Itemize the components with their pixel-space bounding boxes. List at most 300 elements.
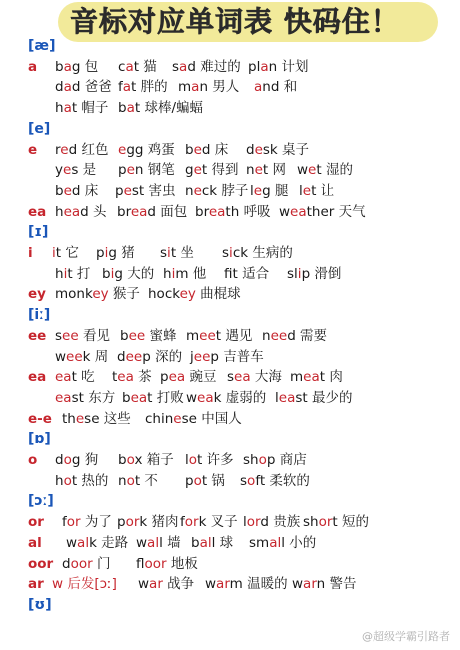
highlighted-letters: ar xyxy=(149,576,163,593)
word-row xyxy=(0,574,460,595)
word-entry xyxy=(117,512,179,533)
word-suffix-meaning: t 得到 xyxy=(201,162,239,179)
word-suffix-meaning: t 网 xyxy=(262,162,286,179)
word-prefix: f xyxy=(180,514,185,531)
word-entry xyxy=(172,57,241,78)
word-prefix: d xyxy=(55,79,64,96)
highlighted-letters: i xyxy=(63,265,68,282)
word-suffix-meaning: t 肉 xyxy=(319,369,343,386)
highlighted-letters: ea xyxy=(63,203,81,220)
word-suffix-meaning: l 墙 xyxy=(159,534,181,551)
phonetic-symbol: [iː] xyxy=(28,307,51,324)
highlighted-letters: ea xyxy=(117,369,134,386)
word-suffix-meaning: p 滑倒 xyxy=(301,265,342,282)
highlighted-letters: ea xyxy=(278,389,296,406)
highlighted-letters: ea xyxy=(208,203,226,220)
highlighted-letters: e xyxy=(60,141,69,158)
word-suffix-meaning: n 警告 xyxy=(316,576,357,593)
word-entry xyxy=(55,98,108,119)
word-entry xyxy=(117,202,187,223)
word-entry xyxy=(117,347,182,368)
highlighted-letters: e xyxy=(63,182,72,199)
word-entry xyxy=(120,326,177,347)
word-prefix: d xyxy=(117,348,126,365)
highlighted-letters: a xyxy=(122,79,132,96)
word-entry xyxy=(191,533,233,554)
word-entry xyxy=(224,264,269,285)
word-suffix-meaning: t 坐 xyxy=(170,245,194,261)
word-suffix-meaning: n 钢笔 xyxy=(134,162,175,179)
word-suffix-meaning: g 猪 xyxy=(108,245,135,261)
highlighted-letters: w 后发[ɔː] xyxy=(52,576,117,593)
word-prefix: b xyxy=(118,100,127,117)
highlighted-letters: e xyxy=(253,182,263,199)
highlighted-letters: a xyxy=(63,58,72,75)
word-entry xyxy=(66,533,128,554)
highlighted-letters: e xyxy=(123,182,132,199)
spelling-pattern: ey xyxy=(28,286,46,303)
word-suffix-meaning: p 商店 xyxy=(266,452,307,468)
phonetic-heading xyxy=(0,595,460,616)
word-suffix-meaning: d 床 xyxy=(201,141,229,158)
word-prefix: sm xyxy=(249,534,270,551)
word-entry xyxy=(205,574,288,595)
highlighted-letters: ey xyxy=(179,286,196,303)
word-suffix-meaning: t 打败 xyxy=(147,389,184,406)
highlighted-letters: ea xyxy=(290,203,307,220)
highlighted-letters: i xyxy=(52,245,56,261)
word-suffix-meaning: p 吉普车 xyxy=(210,348,264,365)
word-entry xyxy=(55,202,107,223)
spelling-pattern: ea xyxy=(28,369,47,386)
word-entry xyxy=(240,471,310,492)
phonetic-heading xyxy=(0,429,460,450)
word-entry xyxy=(55,77,112,98)
word-row xyxy=(0,388,460,409)
word-row xyxy=(0,450,460,471)
word-prefix: f xyxy=(62,514,67,531)
word-suffix-meaning: 猴子 xyxy=(108,286,140,303)
spelling-pattern: e xyxy=(28,141,38,158)
word-suffix-meaning: k 猪肉 xyxy=(139,514,179,531)
word-entry xyxy=(118,57,157,78)
highlighted-letters: e xyxy=(118,141,127,158)
highlighted-letters: o xyxy=(247,472,256,489)
phonetic-symbol: [ɔː] xyxy=(28,493,54,510)
word-suffix-meaning: t 它 xyxy=(55,245,79,261)
word-entry xyxy=(243,512,300,533)
word-prefix: th xyxy=(62,410,76,427)
word-prefix: w xyxy=(136,534,148,551)
word-prefix: sh xyxy=(303,514,319,531)
word-entry xyxy=(275,388,352,409)
highlighted-letters: ee xyxy=(199,327,216,344)
highlighted-letters: e xyxy=(254,141,263,158)
word-suffix-meaning: n 男人 xyxy=(199,79,240,96)
highlighted-letters: a xyxy=(260,58,269,75)
word-entry xyxy=(185,160,238,181)
word-row xyxy=(0,512,460,533)
word-suffix-meaning: nd 和 xyxy=(262,79,298,96)
word-prefix: b xyxy=(185,141,194,158)
word-entry xyxy=(52,243,79,264)
word-prefix: sl xyxy=(287,265,298,282)
word-entry xyxy=(222,243,293,264)
word-entry xyxy=(186,326,252,347)
word-suffix-meaning: d 贵族 xyxy=(260,514,301,531)
word-prefix: b xyxy=(120,327,129,344)
word-entry xyxy=(290,367,343,388)
word-prefix: br xyxy=(195,203,209,220)
word-prefix: br xyxy=(117,203,131,220)
word-prefix: t xyxy=(112,369,118,386)
word-prefix: w xyxy=(138,576,150,593)
word-prefix: s xyxy=(227,369,235,386)
word-entry xyxy=(55,284,140,305)
word-suffix-meaning: m 他 xyxy=(175,265,207,282)
word-suffix-meaning: l 球 xyxy=(211,534,234,551)
highlighted-letters: ea xyxy=(130,203,148,220)
word-prefix: w xyxy=(297,162,309,179)
word-suffix-meaning: p 深的 xyxy=(142,348,183,365)
word-suffix-meaning: t 胖的 xyxy=(131,79,168,96)
word-prefix: m xyxy=(290,369,304,386)
highlighted-letters: ea xyxy=(55,389,72,406)
highlighted-letters: i xyxy=(171,265,176,282)
word-entry xyxy=(55,471,108,492)
word-entry xyxy=(55,57,98,78)
spelling-pattern: ar xyxy=(28,576,44,593)
highlighted-letters: ea xyxy=(168,369,186,386)
word-suffix-meaning: k 叉子 xyxy=(198,514,238,531)
highlighted-letters: ea xyxy=(130,389,148,406)
word-entry xyxy=(180,512,238,533)
word-entry xyxy=(55,181,98,202)
word-row xyxy=(0,202,460,223)
word-suffix-meaning: t 短的 xyxy=(332,514,369,531)
word-prefix: p xyxy=(96,245,105,261)
word-row xyxy=(0,77,460,98)
word-prefix: l xyxy=(275,389,279,406)
word-entry xyxy=(55,140,108,161)
word-suffix-meaning: g 大的 xyxy=(114,265,155,282)
highlighted-letters: or xyxy=(66,514,81,531)
spelling-pattern: oor xyxy=(28,555,54,572)
word-suffix-meaning: 为了 xyxy=(80,514,112,531)
word-suffix-meaning: se 这些 xyxy=(84,410,131,427)
highlighted-letters: ea xyxy=(303,369,320,386)
highlighted-letters: i xyxy=(110,265,115,282)
phonetic-heading xyxy=(0,36,460,57)
word-prefix: n xyxy=(185,182,194,199)
word-prefix: h xyxy=(163,265,172,282)
word-row xyxy=(0,554,460,575)
spelling-pattern: e-e xyxy=(28,410,52,427)
highlighted-letters: al xyxy=(199,534,212,551)
highlighted-letters: ar xyxy=(303,576,317,593)
word-prefix: r xyxy=(55,141,61,158)
word-prefix: f xyxy=(118,79,123,96)
word-prefix: j xyxy=(190,348,194,365)
word-suffix-meaning: st 最少的 xyxy=(295,389,353,406)
word-prefix: fl xyxy=(136,555,145,572)
word-suffix-meaning: g 包 xyxy=(71,58,99,75)
word-entry xyxy=(52,574,117,595)
highlighted-letters: e xyxy=(254,162,263,179)
word-row xyxy=(0,284,460,305)
word-entry xyxy=(262,326,327,347)
word-prefix: d xyxy=(55,452,64,468)
phonetic-symbol: [ʊ] xyxy=(28,596,52,613)
word-entry xyxy=(246,160,286,181)
word-prefix: d xyxy=(246,141,255,158)
word-entry xyxy=(118,140,175,161)
word-suffix-meaning: 大海 xyxy=(250,369,282,386)
word-prefix: n xyxy=(262,327,271,344)
word-suffix-meaning: d 头 xyxy=(80,203,107,220)
highlighted-letters: ea xyxy=(197,389,214,406)
word-prefix: h xyxy=(55,203,64,220)
word-prefix: y xyxy=(55,162,63,179)
word-prefix: s xyxy=(222,245,230,261)
phonetic-symbol: [ɒ] xyxy=(28,431,51,448)
word-prefix: s xyxy=(172,58,180,75)
word-row xyxy=(0,181,460,202)
highlighted-letters: o xyxy=(63,472,72,489)
word-entry xyxy=(178,77,239,98)
word-suffix-meaning: t 许多 xyxy=(197,452,234,468)
highlighted-letters: a xyxy=(126,100,135,117)
highlighted-letters: ee xyxy=(270,327,288,344)
word-entry xyxy=(118,160,175,181)
word-entry xyxy=(227,367,282,388)
word-suffix-meaning: ft 柔软的 xyxy=(255,472,310,489)
spelling-pattern: al xyxy=(28,534,42,551)
word-suffix-meaning: k 走路 xyxy=(89,534,129,551)
word-entry xyxy=(55,450,98,471)
word-suffix-meaning: d 面包 xyxy=(147,203,188,220)
word-prefix: l xyxy=(185,452,189,468)
word-suffix-meaning: 门 xyxy=(92,555,111,572)
phonetic-heading xyxy=(0,119,460,140)
word-suffix-meaning: st 害虫 xyxy=(131,182,176,199)
word-entry xyxy=(186,388,266,409)
word-prefix: b xyxy=(55,58,64,75)
word-entry xyxy=(62,512,112,533)
word-prefix: d xyxy=(62,555,71,572)
highlighted-letters: e xyxy=(193,141,202,158)
highlighted-letters: e xyxy=(126,162,135,179)
word-entry xyxy=(292,574,357,595)
word-entry xyxy=(55,367,95,388)
highlighted-letters: a xyxy=(254,79,263,96)
word-prefix: f xyxy=(224,265,233,282)
phonetic-heading xyxy=(0,222,460,243)
word-prefix: n xyxy=(118,472,127,489)
word-entry xyxy=(112,367,152,388)
word-suffix-meaning: d 爸爸 xyxy=(71,79,112,96)
word-entry xyxy=(118,77,168,98)
word-suffix-meaning: ck 脖子 xyxy=(201,182,249,199)
word-prefix: h xyxy=(55,265,64,282)
word-prefix: m xyxy=(178,79,192,96)
word-suffix-meaning: t 锅 xyxy=(201,472,225,489)
word-suffix-meaning: sk 桌子 xyxy=(262,141,310,158)
word-suffix-meaning: t 遇见 xyxy=(215,327,253,344)
word-suffix-meaning: m 温暖的 xyxy=(229,576,288,593)
phonetic-symbol: [e] xyxy=(28,120,51,137)
word-entry xyxy=(148,284,241,305)
word-prefix: b xyxy=(122,389,131,406)
highlighted-letters: e xyxy=(308,162,317,179)
watermark: @超级学霸引路者 xyxy=(362,630,450,643)
highlighted-letters: a xyxy=(125,58,134,75)
word-entry xyxy=(248,57,308,78)
word-prefix: n xyxy=(246,162,255,179)
highlighted-letters: o xyxy=(258,452,267,468)
word-entry xyxy=(299,181,334,202)
word-row xyxy=(0,326,460,347)
spelling-pattern: a xyxy=(28,58,38,75)
word-entry xyxy=(55,264,90,285)
word-entry xyxy=(195,202,271,223)
word-suffix-meaning: t 吃 xyxy=(71,369,95,386)
word-prefix: p xyxy=(185,472,194,489)
word-entry xyxy=(96,243,135,264)
word-entry xyxy=(297,160,353,181)
word-entry xyxy=(163,264,206,285)
highlighted-letters: o xyxy=(126,452,135,468)
word-prefix: pl xyxy=(248,58,261,75)
highlighted-letters: a xyxy=(63,100,72,117)
highlighted-letters: i xyxy=(104,245,109,261)
word-prefix: s xyxy=(160,245,168,261)
word-entry xyxy=(102,264,154,285)
word-prefix: s xyxy=(55,327,63,344)
word-prefix: b xyxy=(55,182,64,199)
word-suffix-meaning: t 湿的 xyxy=(316,162,353,179)
word-row xyxy=(0,57,460,78)
word-entry xyxy=(115,181,176,202)
word-suffix-meaning: n 计划 xyxy=(268,58,309,75)
word-row xyxy=(0,264,460,285)
word-entry xyxy=(62,409,131,430)
word-row xyxy=(0,243,460,264)
word-entry xyxy=(118,450,174,471)
highlighted-letters: e xyxy=(63,162,72,179)
word-prefix: p xyxy=(117,514,126,531)
word-prefix: s xyxy=(240,472,248,489)
word-entry xyxy=(249,533,316,554)
word-suffix-meaning: ck 生病的 xyxy=(232,245,293,261)
word-suffix-meaning: d 需要 xyxy=(287,327,328,344)
word-entry xyxy=(279,202,366,223)
word-prefix: chin xyxy=(145,410,174,427)
highlighted-letters: or xyxy=(125,514,140,531)
word-prefix: l xyxy=(243,514,247,531)
word-prefix: w xyxy=(55,348,67,365)
word-entry xyxy=(55,160,96,181)
word-prefix: h xyxy=(55,472,64,489)
word-entry xyxy=(303,512,369,533)
highlighted-letters: e xyxy=(193,182,202,199)
word-prefix: w xyxy=(66,534,78,551)
word-entry xyxy=(55,388,115,409)
word-entry xyxy=(55,326,110,347)
word-suffix-meaning: 地板 xyxy=(166,555,198,572)
highlighted-letters: ee xyxy=(125,348,143,365)
word-row xyxy=(0,409,460,430)
highlighted-letters: i xyxy=(167,245,171,261)
highlighted-letters: ee xyxy=(62,327,79,344)
highlighted-letters: o xyxy=(126,472,135,489)
word-entry xyxy=(55,347,108,368)
word-suffix-meaning: t 猫 xyxy=(133,58,157,75)
highlighted-letters: a xyxy=(191,79,200,96)
word-suffix-meaning: s 是 xyxy=(71,162,97,179)
word-entry xyxy=(185,471,225,492)
highlighted-letters: or xyxy=(184,514,199,531)
word-prefix: p xyxy=(115,182,124,199)
highlighted-letters: al xyxy=(269,534,282,551)
highlighted-letters: i xyxy=(229,245,233,261)
word-prefix: m xyxy=(186,327,200,344)
highlighted-letters: oor xyxy=(70,555,93,572)
highlighted-letters: o xyxy=(193,472,202,489)
word-suffix-meaning: d 难过的 xyxy=(187,58,241,75)
word-suffix-meaning: k 虚弱的 xyxy=(213,389,267,406)
word-suffix-meaning: 茶 xyxy=(133,369,152,386)
word-entry xyxy=(138,574,194,595)
spelling-pattern: or xyxy=(28,514,44,531)
word-entry xyxy=(160,367,216,388)
highlighted-letters: e xyxy=(173,410,182,427)
word-suffix-meaning: g 腿 xyxy=(262,182,289,199)
highlighted-letters: o xyxy=(63,452,72,468)
word-suffix-meaning: x 箱子 xyxy=(134,452,174,468)
word-row xyxy=(0,533,460,554)
word-prefix: hock xyxy=(148,286,180,303)
word-row xyxy=(0,140,460,161)
word-suffix-meaning: ther 天气 xyxy=(306,203,366,220)
highlighted-letters: a xyxy=(63,79,72,96)
word-entry xyxy=(185,450,234,471)
word-suffix-meaning: 看见 xyxy=(78,327,110,344)
highlighted-letters: ey xyxy=(92,286,109,303)
word-prefix: b xyxy=(191,534,200,551)
word-prefix: b xyxy=(102,265,111,282)
highlighted-letters: e xyxy=(193,162,202,179)
word-entry xyxy=(160,243,194,264)
word-suffix-meaning: d 床 xyxy=(71,182,99,199)
word-suffix-meaning: t 不 xyxy=(134,472,158,489)
word-entry xyxy=(246,140,309,161)
word-prefix: h xyxy=(55,100,64,117)
word-entry xyxy=(254,77,297,98)
word-suffix-meaning: t 热的 xyxy=(71,472,109,489)
word-prefix: monk xyxy=(55,286,93,303)
highlighted-letters: a xyxy=(179,58,188,75)
word-suffix-meaning: d 红色 xyxy=(68,141,109,158)
word-suffix-meaning: 曲棍球 xyxy=(195,286,241,303)
word-row xyxy=(0,160,460,181)
word-prefix: g xyxy=(185,162,194,179)
word-prefix: sh xyxy=(243,452,259,468)
word-prefix: w xyxy=(205,576,217,593)
word-entry xyxy=(136,533,181,554)
word-prefix: p xyxy=(118,162,127,179)
word-suffix-meaning: t 帽子 xyxy=(71,100,109,117)
